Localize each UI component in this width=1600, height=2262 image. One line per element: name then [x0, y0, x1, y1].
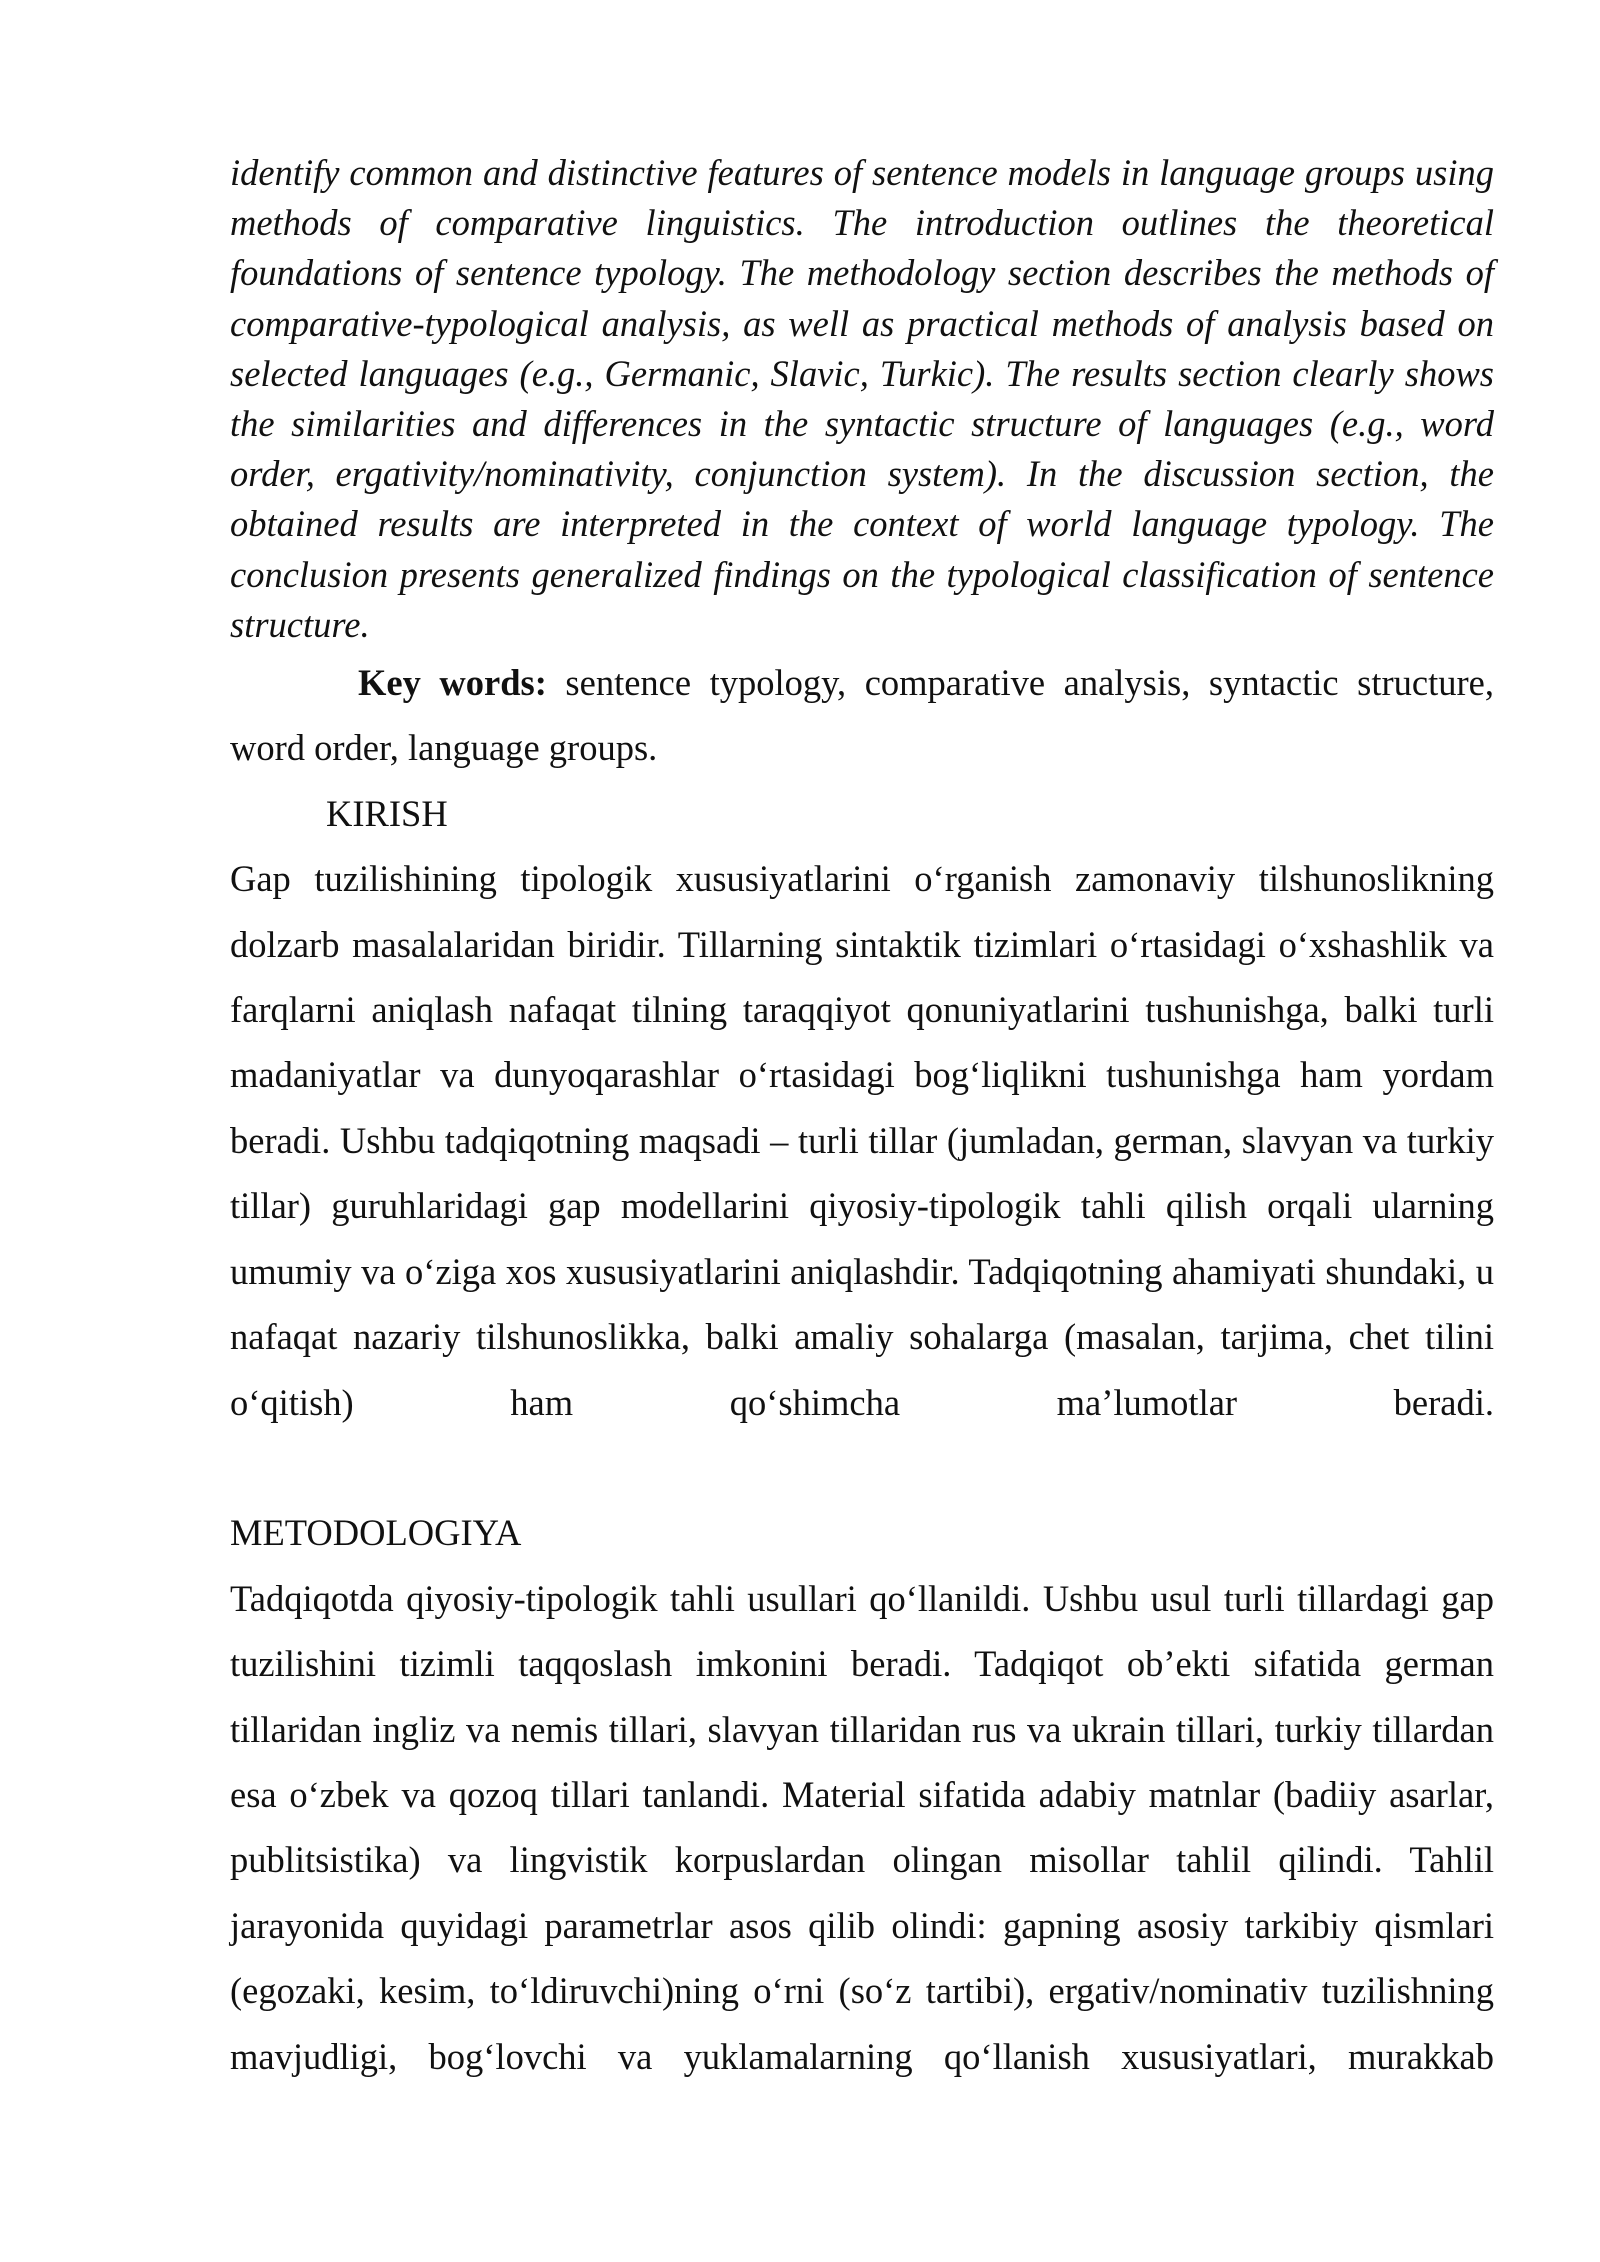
abstract-paragraph: identify common and distinctive features of sentence models in language groups using methods of comparative linguistics. The introduction outlines the theoretical foundations of sentence typology. The methodology section describes the methods of comparative-typological analysis, as well as practical methods of analysis based on selected languages (e.g., Germanic, Slavic, Turkic). The results section clearly shows the similarities and differences in the syntactic structure of languages (e.g., word order, ergativity/nominativity, conjunction system). In the discussion section, the obtained results are interpreted in the context of world language typology. The conclusion presents generalized findings on the typological classification of sentence structure.: [230, 152, 1494, 645]
methodology-heading: METODOLOGIYA: [230, 1512, 522, 1554]
introduction-paragraph: Gap tuzilishining tipologik xususiyatlarini o‘rganish zamonaviy tilshunoslikning dolzarb masalalaridan biridir. Tillarning sintaktik tizimlari o‘rtasidagi o‘xshashlik va farqlarni aniqlash nafaqat tilning taraqqiyot qonuniyatlarini tushunishga, balki turli madaniyatlar va dunyoqarashlar o‘rtasidagi bog‘liqlikni tushunishga ham yordam beradi. Ushbu tadqiqotning maqsadi – turli tillar (jumladan, german, slavyan va turkiy tillar) guruhlaridagi gap modellarini qiyosiy-tipologik tahli qilish orqali ularning umumiy va o‘ziga xos xususiyatlarini aniqlashdir. Tadqiqotning ahamiyati shundaki, u nafaqat nazariy tilshunoslikka, balki amaliy sohalarga (masalan, tarjima, chet tilini o‘qitish) ham qo‘shimcha ma’lumotlar beradi.: [230, 858, 1494, 1423]
keywords-text: sentence typology, comparative analysis, syntactic structure, word order, language groups.: [230, 662, 1494, 769]
methodology-paragraph: Tadqiqotda qiyosiy-tipologik tahli usullari qo‘llanildi. Ushbu usul turli tillardagi gap tuzilishini tizimli taqqoslash imkonini beradi. Tadqiqot ob’ekti sifatida german tillaridan ingliz va nemis tillari, slavyan tillaridan rus va ukrain tillari, turkiy tillardan esa o‘zbek va qozoq tillari tanlandi. Material sifatida adabiy matnlar (badiiy asarlar, publitsistika) va lingvistik korpuslardan olingan misollar tahlil qilindi. Tahlil jarayonida quyidagi parametrlar asos qilib olindi: gapning asosiy tarkibiy qismlari (egozaki, kesim, to‘ldiruvchi)ning o‘rni (so‘z tartibi), ergativ/nominativ tuzilishning mavjudligi, bog‘lovchi va yuklamalarning qo‘llanish xususiyatlari, murakkab: [230, 1577, 1494, 2077]
keywords-paragraph: [230, 650, 1494, 781]
section-spacer: [230, 1435, 1494, 1500]
document-page: [230, 148, 1494, 2089]
introduction-heading: KIRISH: [326, 792, 448, 834]
keywords-label: Key words:: [358, 662, 547, 704]
